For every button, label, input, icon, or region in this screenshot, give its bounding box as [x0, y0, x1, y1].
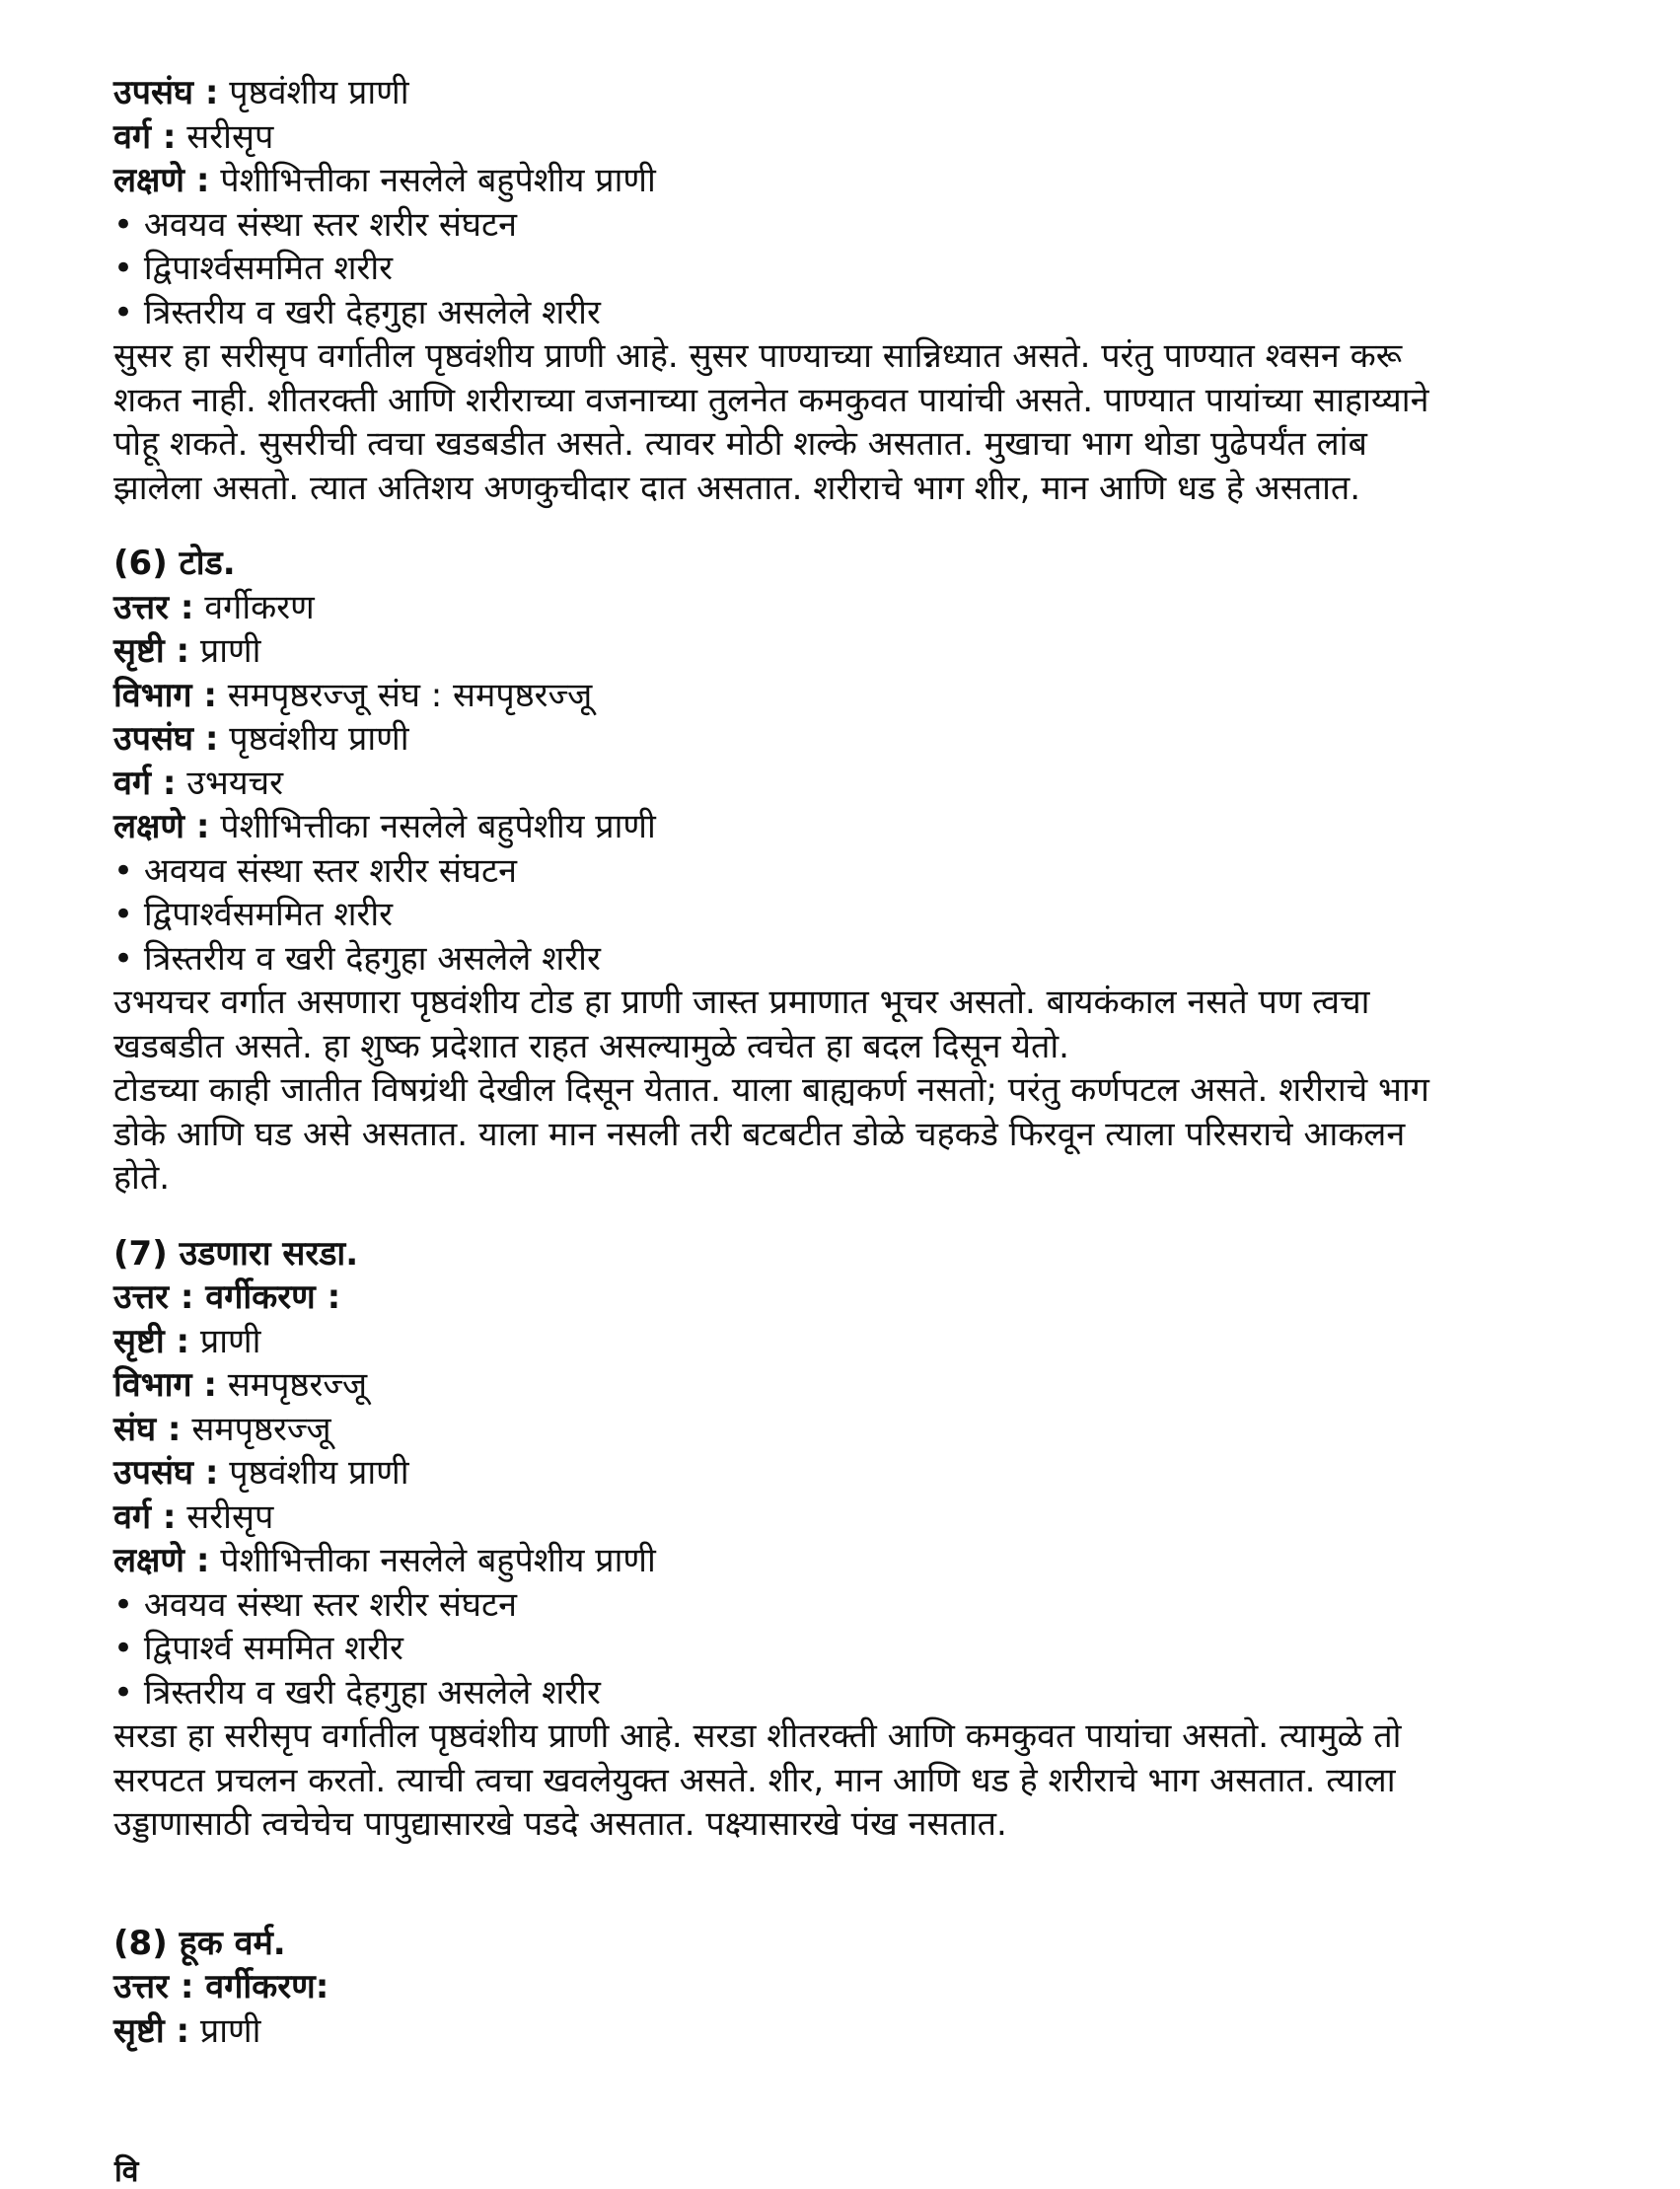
classification-row: [113, 1539, 1554, 1583]
row-value: पृष्ठवंशीय प्राणी: [218, 719, 409, 759]
row-value: प्राणी: [189, 1321, 261, 1361]
paragraph-line: सुसर हा सरीसृप वर्गातील पृष्ठवंशीय प्राणी आहे. सुसर पाण्याच्या सान्निध्यात असते. परंतु पाण्यात श्वसन करू: [113, 336, 1403, 376]
cut-off-text: वि: [114, 2154, 139, 2189]
description-paragraph: [113, 1068, 1554, 1201]
classification-row: [113, 1965, 1554, 2009]
row-label: वर्ग :: [113, 1496, 177, 1537]
row-value: वर्गीकरण: [193, 587, 315, 627]
section-block2: [113, 542, 1554, 1201]
bullet-item: • अवयव संस्था स्तर शरीर संघटन: [113, 1584, 517, 1625]
bullet-item: • द्विपार्श्व सममित शरीर: [113, 1629, 403, 1668]
row-label: उपसंघ :: [113, 1453, 219, 1493]
classification-row: [113, 1451, 1554, 1496]
classification-row: [113, 2009, 1554, 2054]
row-value: प्राणी: [189, 631, 261, 671]
classification-row: [113, 629, 1554, 674]
classification-row: [113, 1320, 1554, 1364]
paragraph-line: टोडच्या काही जातीत विषग्रंथी देखील दिसून येतात. याला बाह्यकर्ण नसतो; परंतु कर्णपटल असते. शरीराचे भाग: [113, 1070, 1429, 1110]
row-label: सृष्टी :: [113, 2010, 190, 2051]
section-heading: (8) हूक वर्म.: [113, 1923, 286, 1963]
classification-row: [113, 762, 1554, 806]
row-value: समपृष्ठरज्जू संघ : समपृष्ठरज्जू: [217, 675, 593, 715]
row-label: उत्तर : वर्गीकरण :: [113, 1277, 341, 1317]
row-label: विभाग :: [113, 675, 217, 715]
row-label: लक्षणे :: [113, 1541, 210, 1580]
row-value: प्राणी: [189, 2010, 261, 2051]
row-label: उपसंघ :: [113, 73, 219, 112]
paragraph-line: उभयचर वर्गात असणारा पृष्ठवंशीय टोड हा प्राणी जास्त प्रमाणात भूचर असतो. बायकंकाल नसते पण त्वचा: [113, 983, 1370, 1022]
row-value: पेशीभित्तीका नसलेले बहुपेशीय प्राणी: [209, 1541, 656, 1580]
paragraph-line: पोहू शकते. सुसरीची त्वचा खडबडीत असते. त्यावर मोठी शल्के असतात. मुखाचा भाग थोडा पुढेपर्यंत लांब: [113, 424, 1367, 464]
bullet-item: • त्रिस्तरीय व खरी देहगुहा असलेले शरीर: [113, 292, 601, 332]
row-value: पृष्ठवंशीय प्राणी: [218, 73, 409, 112]
classification-row: [113, 159, 1554, 203]
row-value: उभयचर: [176, 763, 284, 803]
bullet-item: • अवयव संस्था स्तर शरीर संघटन: [113, 850, 517, 891]
classification-row: [113, 71, 1554, 115]
row-label: संघ :: [113, 1409, 182, 1449]
bullet-item: • द्विपार्श्वसममित शरीर: [113, 895, 394, 934]
section-heading: (6) टोड.: [113, 544, 236, 583]
row-label: उपसंघ :: [113, 719, 219, 759]
bullet-item: • द्विपार्श्वसममित शरीर: [113, 249, 394, 288]
row-label: वर्ग :: [113, 763, 177, 803]
row-value: समपृष्ठरज्जू: [217, 1365, 368, 1405]
section-heading: (7) उडणारा सरडा.: [113, 1233, 359, 1274]
paragraph-line: खडबडीत असते. हा शुष्क प्रदेशात राहत असल्यामुळे त्वचेत हा बदल दिसून येतो.: [113, 1026, 1069, 1066]
section-block4: [113, 1922, 1554, 2054]
description-paragraph: [113, 1715, 1554, 1847]
classification-row: [113, 115, 1554, 160]
bullet-item: • त्रिस्तरीय व खरी देहगुहा असलेले शरीर: [113, 1672, 601, 1713]
row-label: लक्षणे :: [113, 807, 210, 846]
bullet-item: • अवयव संस्था स्तर शरीर संघटन: [113, 204, 517, 245]
classification-row: [113, 805, 1554, 849]
paragraph-line: शकत नाही. शीतरक्ती आणि शरीराच्या वजनाच्या तुलनेत कमकुवत पायांची असते. पाण्यात पायांच्या साहाय्याने: [113, 380, 1429, 420]
row-value: समपृष्ठरज्जू: [181, 1409, 331, 1449]
document-page: [113, 71, 1554, 2053]
paragraph-line: सरडा हा सरीसृप वर्गातील पृष्ठवंशीय प्राणी आहे. सरडा शीतरक्ती आणि कमकुवत पायांचा असतो. त्यामुळे तो: [113, 1716, 1402, 1756]
bullet-item: • त्रिस्तरीय व खरी देहगुहा असलेले शरीर: [113, 938, 601, 979]
section-block1: [113, 71, 1554, 510]
description-paragraph: [113, 334, 1554, 510]
row-value: पेशीभित्तीका नसलेले बहुपेशीय प्राणी: [209, 161, 656, 200]
row-label: वर्ग :: [113, 116, 177, 157]
paragraph-line: सरपटत प्रचलन करतो. त्याची त्वचा खवलेयुक्त असते. शीर, मान आणि धड हे शरीराचे भाग असतात. त्याला: [113, 1760, 1396, 1800]
classification-row: [113, 1496, 1554, 1540]
row-value: सरीसृप: [176, 1496, 274, 1537]
classification-row: [113, 1408, 1554, 1452]
classification-row: [113, 1276, 1554, 1320]
row-value: पेशीभित्तीका नसलेले बहुपेशीय प्राणी: [209, 807, 656, 846]
description-paragraph: [113, 981, 1554, 1068]
row-value: पृष्ठवंशीय प्राणी: [218, 1453, 409, 1493]
classification-row: [113, 717, 1554, 762]
row-label: उत्तर :: [113, 587, 194, 627]
row-label: विभाग :: [113, 1365, 217, 1405]
classification-row: [113, 674, 1554, 718]
row-value: सरीसृप: [176, 116, 274, 157]
row-label: लक्षणे :: [113, 161, 210, 200]
classification-row: [113, 586, 1554, 630]
section-block3: [113, 1232, 1554, 1847]
row-label: सृष्टी :: [113, 631, 190, 671]
classification-row: [113, 1363, 1554, 1408]
paragraph-line: झालेला असतो. त्यात अतिशय अणकुचीदार दात असतात. शरीराचे भाग शीर, मान आणि धड हे असतात.: [113, 468, 1361, 508]
row-label: सृष्टी :: [113, 1321, 190, 1361]
row-label: उत्तर : वर्गीकरण:: [113, 1967, 329, 2007]
paragraph-line: डोके आणि घड असे असतात. याला मान नसली तरी बटबटीत डोळे चहकडे फिरवून त्याला परिसराचे आकलन: [113, 1114, 1406, 1154]
paragraph-line: होते.: [113, 1158, 171, 1198]
paragraph-line: उड्डाणासाठी त्वचेचेच पापुद्यासारखे पडदे असतात. पक्ष्यासारखे पंख नसतात.: [113, 1804, 1007, 1844]
